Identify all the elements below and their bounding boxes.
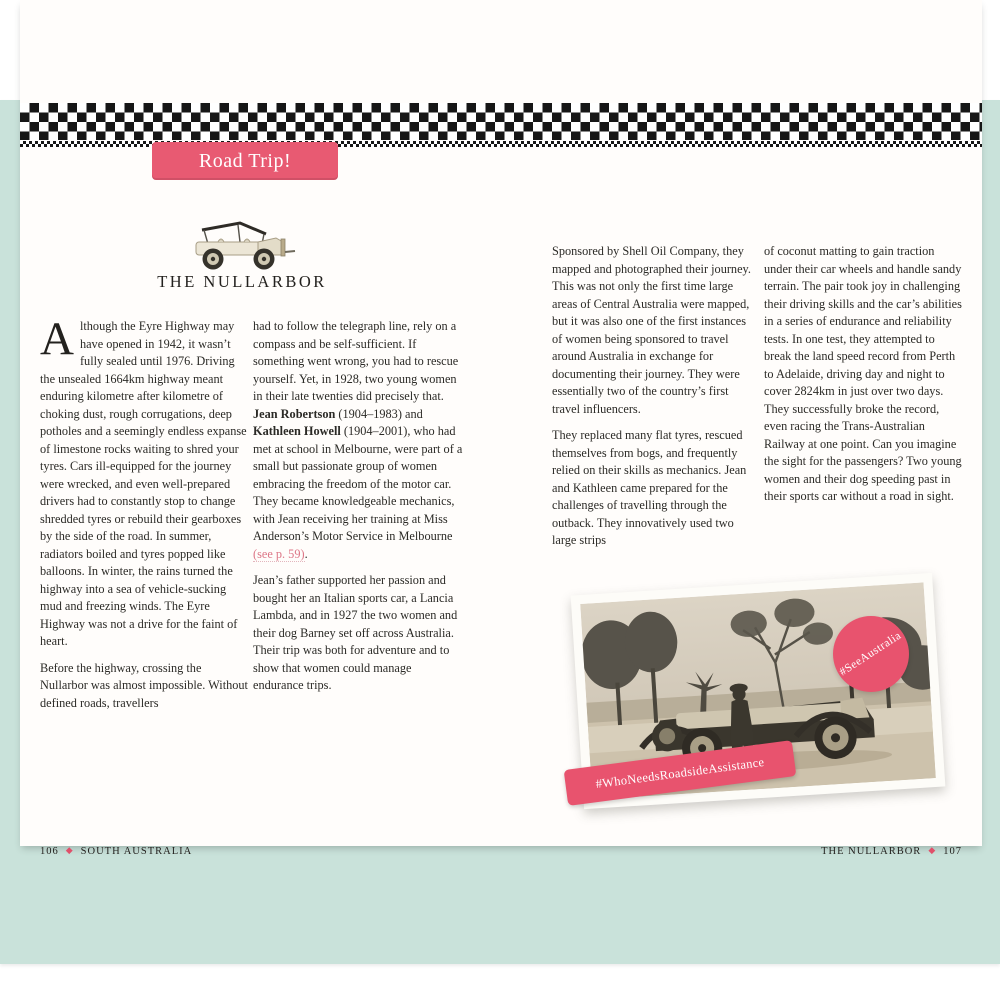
drop-cap: A: [40, 313, 74, 365]
see-australia-sticker: [833, 616, 909, 692]
paragraph: Before the highway, crossing the Nullarbor was almost impossible. Without defined roads, travellers: [40, 660, 248, 710]
left-page-column-1: [40, 313, 249, 721]
checkered-band: [20, 103, 982, 147]
left-page-column-2: [253, 318, 465, 704]
paragraph: They replaced many flat tyres, rescued themselves from bogs, and frequently relied on their skills as mechanics. Jean and Kathleen came prepared for the challenges of travelling through the outback. They innovatively used two large strips: [552, 428, 747, 547]
person-name: Jean Robertson: [253, 406, 336, 421]
footer-left: [40, 846, 192, 857]
diamond-pattern: [20, 103, 982, 140]
road-trip-badge: [152, 142, 338, 180]
see-australia-sticker-label: #SeeAustralia: [837, 629, 905, 679]
vintage-car-illustration: [188, 218, 296, 272]
vintage-car-icon: [188, 218, 296, 272]
diamond-icon: ◆: [928, 845, 937, 855]
person-name: Kathleen Howell: [253, 424, 341, 438]
page-title: THE NULLARBOR: [157, 272, 327, 291]
footer-right: [821, 846, 962, 857]
paragraph: Although the Eyre Highway may have opened in 1942, it wasn’t fully sealed until 1976. Driving the unsealed 1664km highway meant enduring kilometre after kilometre of choking dust, rough corrugations, deep potholes and a seemingly endless expanse of limestone rocks waiting to shred your tyres. Cars ill-equipped for the journey were wrecked, and even well-prepared drivers had to constantly stop to change shredded tyres or rebuild their gearboxes by the side of the road. In summer, radiators boiled and tyres popped like balloons. In winter, the rains turned the highway into a sea of vehicle-sucking mud and freezing winds. The Eyre Highway was not a drive for the faint of heart.: [40, 313, 247, 648]
paragraph: Sponsored by Shell Oil Company, they mapped and photographed their journey. This was not only the first time large areas of Central Australia were mapped, but it was also one of the first instances of women being sponsored to travel around Australia in exchange for documenting their journey. They were essentially two of the country’s first travel influencers.: [552, 244, 751, 416]
page-number-left: 106: [40, 846, 59, 857]
page-number-right: 107: [943, 846, 962, 857]
road-trip-badge-label: Road Trip!: [198, 149, 292, 172]
roadside-assistance-sticker-label: #WhoNeedsRoadsideAssistance: [594, 754, 766, 791]
right-page-column-2: [764, 243, 965, 515]
footer-section-right: THE NULLARBOR: [821, 846, 922, 857]
paragraph: Jean’s father supported her passion and bought her an Italian sports car, a Lancia Lambda, and in 1927 the two women and their dog Barney set off across Australia. Their trip was both for adventure and to show that women could manage endurance trips.: [253, 573, 458, 692]
paragraph: had to follow the telegraph line, rely on a compass and be self-sufficient. If something went wrong, you had to rescue yourself. Yet, in 1928, two young women in their late twenties did precisely that. Jean Robertson (1904–1983) and Kathleen Howell (1904–2001), who had met at school in Melbourne, were part of a small but passionate group of women embracing the freedom of the motor car. They became knowledgeable mechanics, with Jean receiving her training at Miss Anderson’s Motor Service in Melbourne (see p. 59).: [253, 319, 463, 561]
page-cross-reference: (see p. 59): [253, 546, 305, 561]
right-page-column-1: [552, 243, 755, 559]
footer-section-left: SOUTH AUSTRALIA: [80, 846, 193, 857]
diamond-icon: ◆: [65, 845, 74, 855]
paragraph: of coconut matting to gain traction under their car wheels and handle sandy terrain. The pair took joy in challenging their driving skills and the car’s abilities in a series of endurance and reliability tests. In one test, they attempted to break the land speed record from Perth to Adelaide, driving day and night to cover 2824km in just over two days. They successfully broke the record, even racing the Trans-Australian Railway at one point. Can you imagine the sight for the passengers? Two young women and their dog speeding past in their sports car without a road in sight.: [764, 244, 962, 503]
